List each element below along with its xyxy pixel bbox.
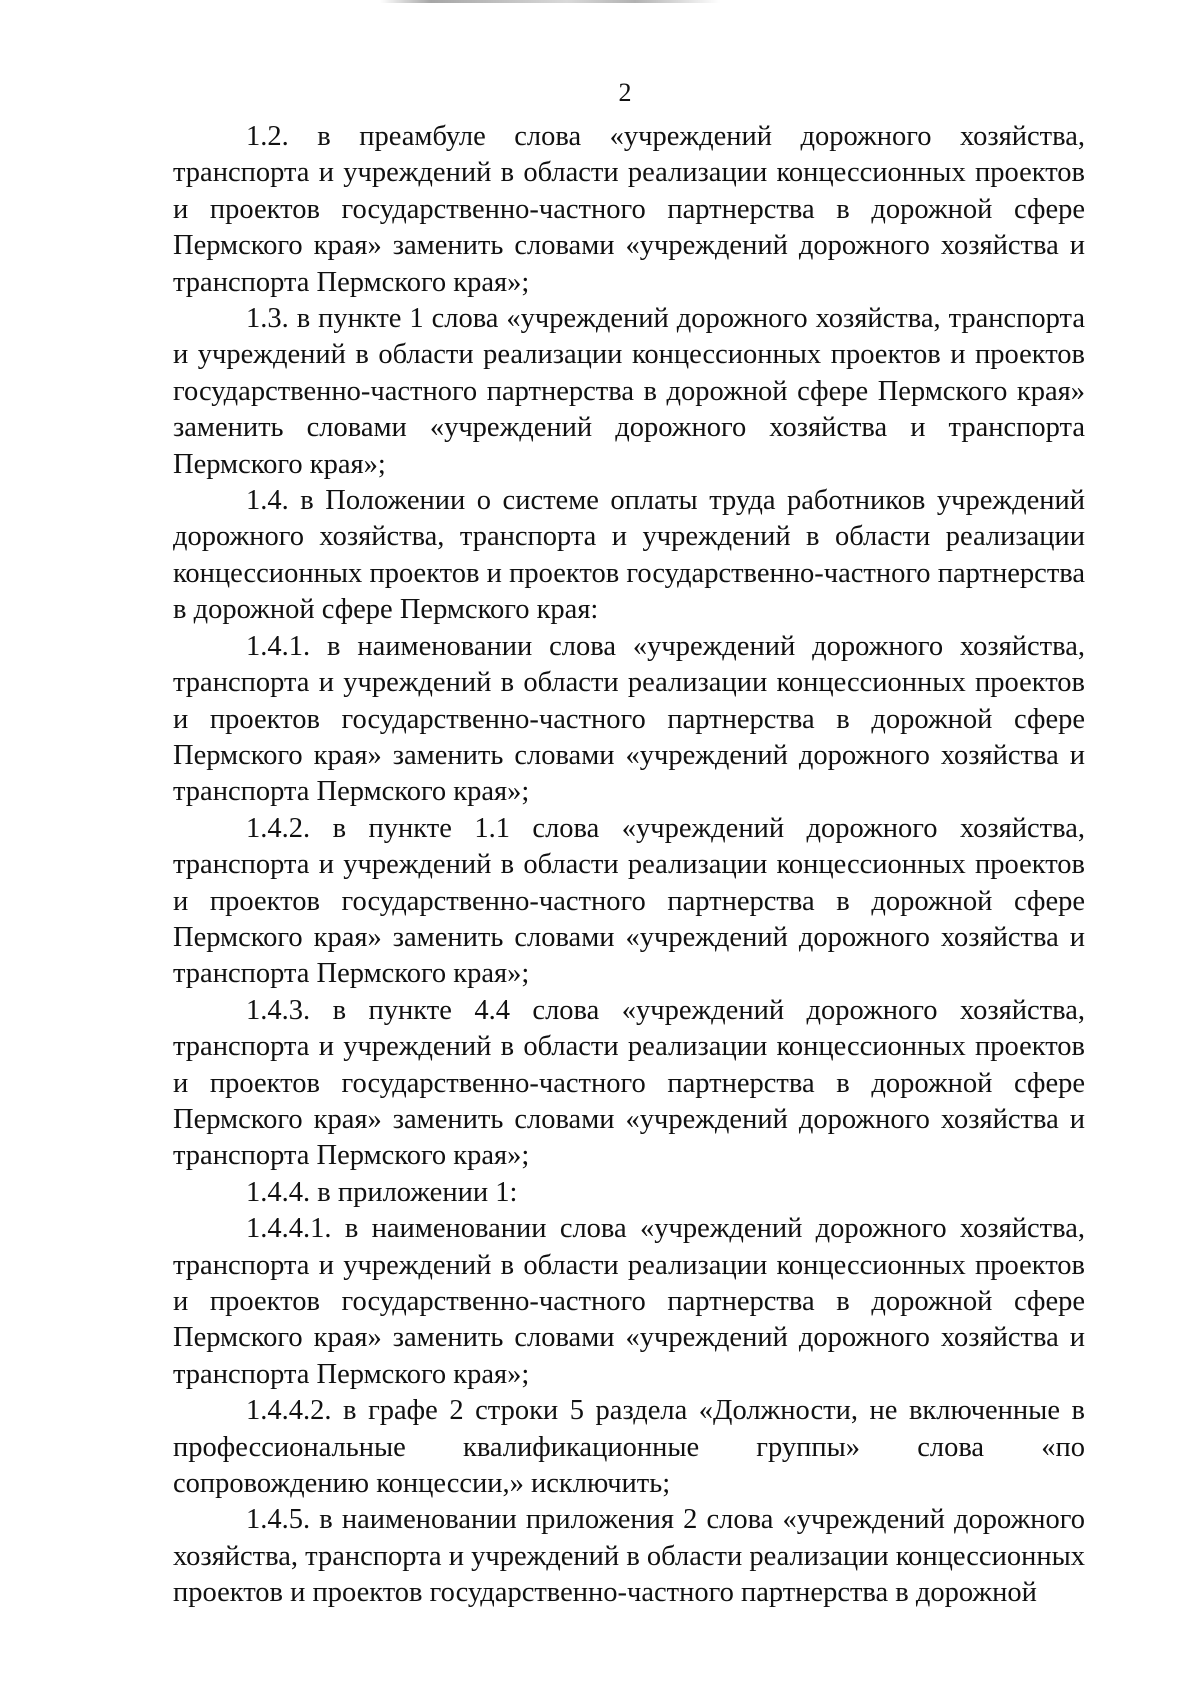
paragraph-1-4: 1.4. в Положении о системе оплаты труда работников учреждений дорожного хозяйства, транспорта и учреждений в области реализации концессионных проектов и проектов государственно-частного партнерства в дорожной сфере Пермского края: (173, 485, 1085, 626)
paragraph-1-4-4-2: 1.4.4.2. в графе 2 строки 5 раздела «Должности, не включенные в профессиональные квалификационные группы» слова «по сопровождению концессии,» исключить; (173, 1395, 1085, 1500)
paragraph-1-4-5: 1.4.5. в наименовании приложения 2 слова «учреждений дорожного хозяйства, транспорта и учреждений в области реализации концессионных проектов и проектов государственно-частного партнерства в дорожной (173, 1504, 1085, 1609)
paragraph-1-4-3: 1.4.3. в пункте 4.4 слова «учреждений дорожного хозяйства, транспорта и учреждений в области реализации концессионных проектов и проектов государственно-частного партнерства в дорожной сфере Пермского края» заменить словами «учреждений дорожного хозяйства и транспорта Пермского края»; (173, 994, 1085, 1172)
paragraph-1-4-4-1: 1.4.4.1. в наименовании слова «учреждений дорожного хозяйства, транспорта и учреждений в области реализации концессионных проектов и проектов государственно-частного партнерства в дорожной сфере Пермского края» заменить словами «учреждений дорожного хозяйства и транспорта Пермского края»; (173, 1213, 1085, 1390)
paragraph-1-4-1: 1.4.1. в наименовании слова «учреждений дорожного хозяйства, транспорта и учреждений в области реализации концессионных проектов и проектов государственно-частного партнерства в дорожной сфере Пермского края» заменить словами «учреждений дорожного хозяйства и транспорта Пермского края»; (173, 630, 1085, 808)
page-number: 2 (618, 78, 632, 107)
paragraph-1-2: 1.2. в преамбуле слова «учреждений дорожного хозяйства, транспорта и учреждений в области реализации концессионных проектов и проектов государственно-частного партнерства в дорожной сфере Пермского края» заменить словами «учреждений дорожного хозяйства и транспорта Пермского края»; (173, 121, 1085, 298)
paragraph-1-3: 1.3. в пункте 1 слова «учреждений дорожного хозяйства, транспорта и учреждений в области реализации концессионных проектов и проектов государственно-частного партнерства в дорожной сфере Пермского края» заменить словами «учреждений дорожного хозяйства и транспорта Пермского края»; (173, 303, 1085, 480)
document-body (173, 119, 1085, 1612)
paragraph-1-4-4: 1.4.4. в приложении 1: (246, 1176, 518, 1208)
paragraph-1-4-2: 1.4.2. в пункте 1.1 слова «учреждений дорожного хозяйства, транспорта и учреждений в области реализации концессионных проектов и проектов государственно-частного партнерства в дорожной сфере Пермского края» заменить словами «учреждений дорожного хозяйства и транспорта Пермского края»; (173, 812, 1085, 990)
scan-edge-artifact (380, 0, 720, 3)
